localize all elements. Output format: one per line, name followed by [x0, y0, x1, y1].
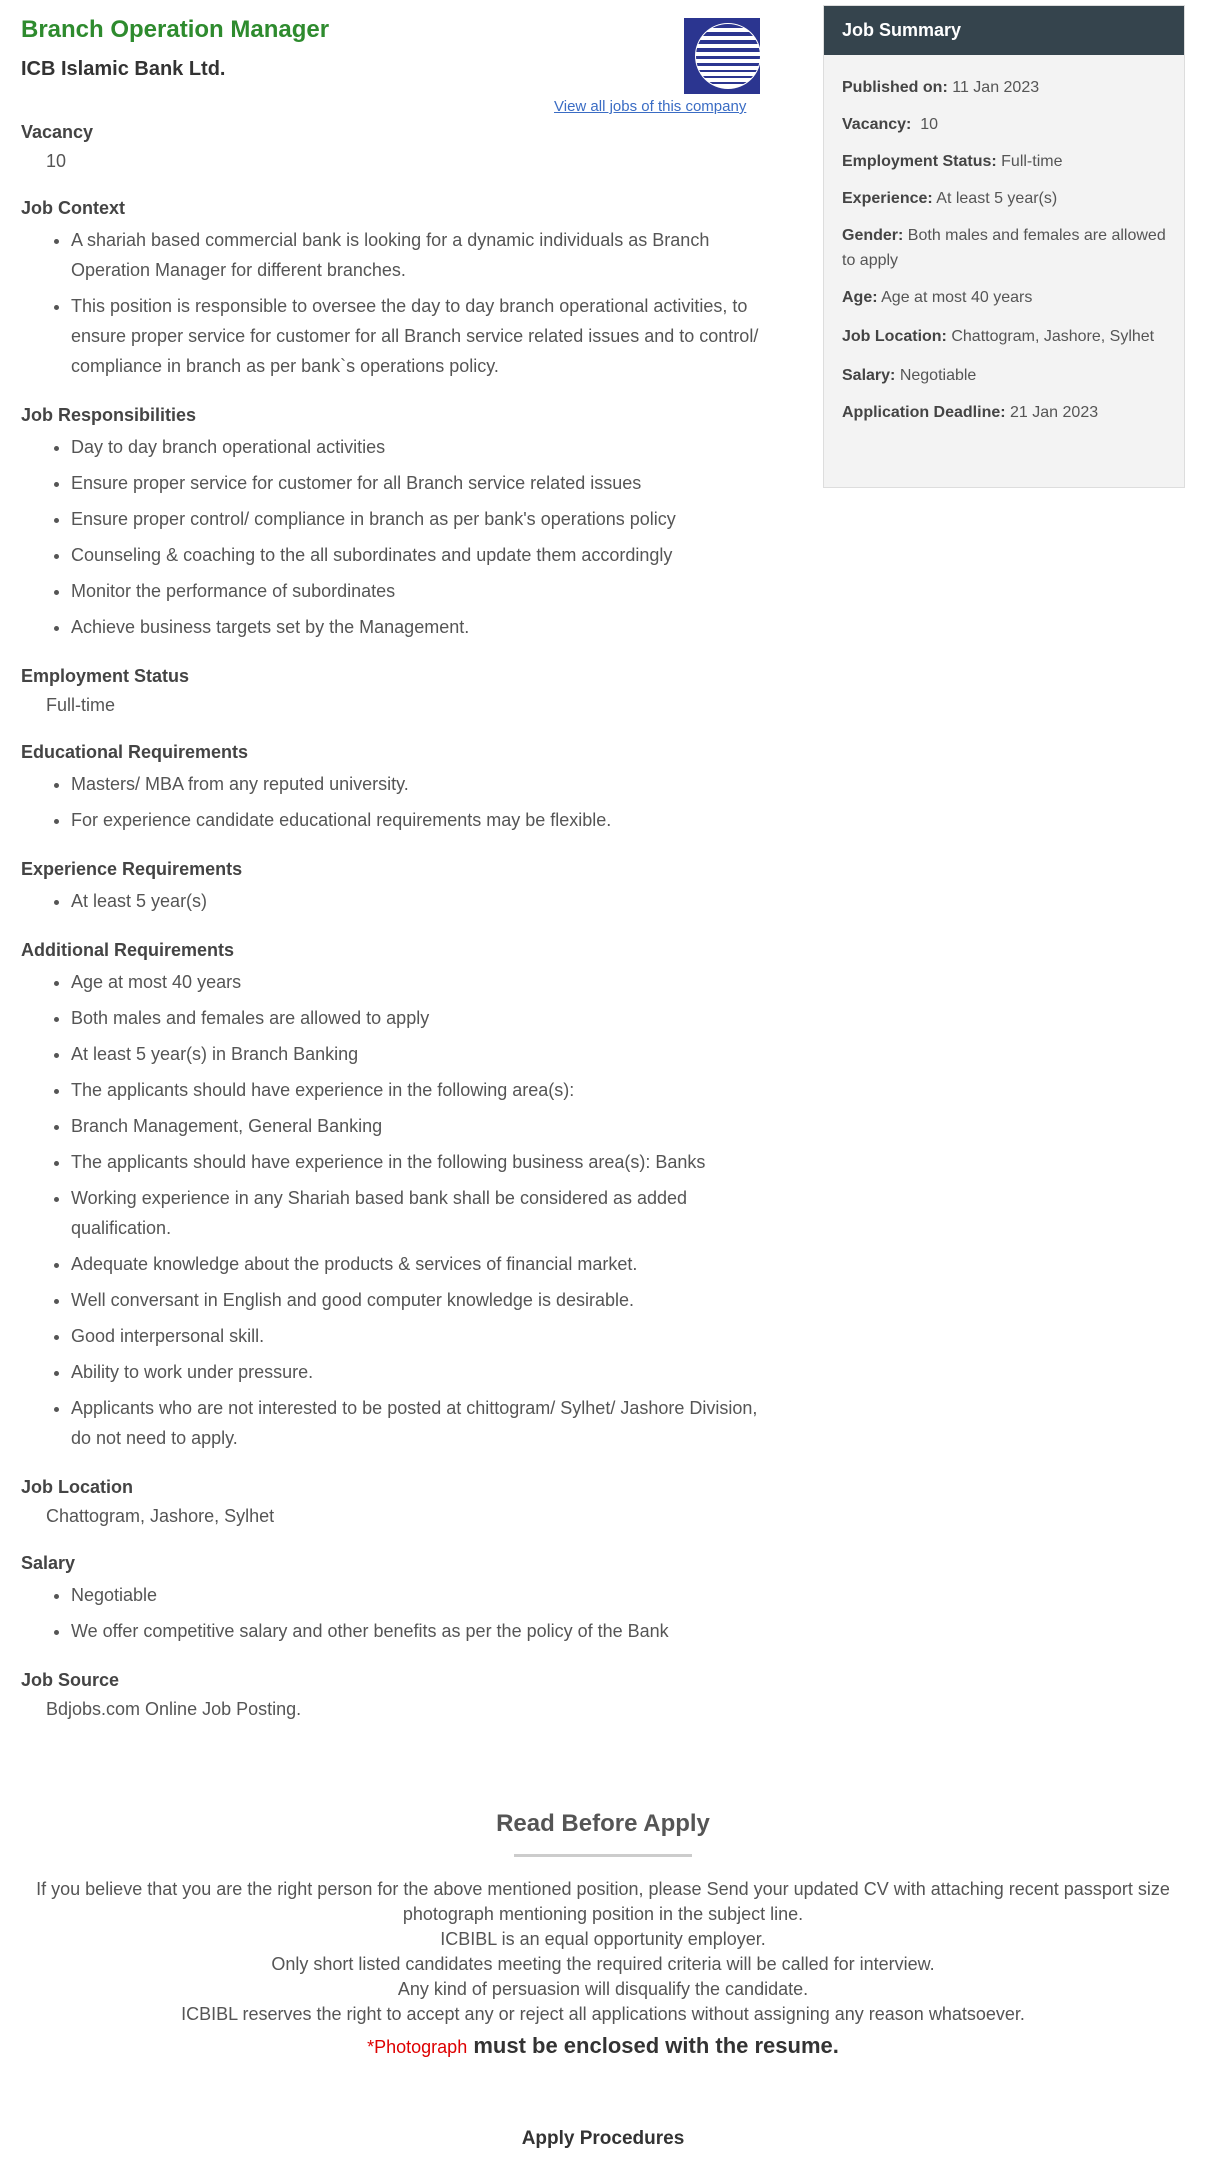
- list-item: • Monitor the performance of subordinates: [71, 576, 761, 606]
- list-item: • Both males and females are allowed to apply: [71, 1003, 761, 1033]
- job-context-section: [21, 198, 761, 381]
- list-item: • Counseling & coaching to the all subordinates and update them accordingly: [71, 540, 761, 570]
- list-item: • The applicants should have experience in the following business area(s): Banks: [71, 1147, 761, 1177]
- summary-age: Age: Age at most 40 years: [842, 289, 1033, 306]
- additional-requirements-section: [21, 940, 761, 1453]
- job-responsibilities-section: [21, 405, 761, 642]
- section-heading-salary: Salary: [21, 1553, 76, 1573]
- summary-location: Job Location: Chattogram, Jashore, Sylhet: [842, 328, 1155, 345]
- salary-section: [21, 1553, 761, 1646]
- summary-employment: Employment Status: Full-time: [842, 153, 1063, 170]
- section-heading-source: Job Source: [21, 1670, 120, 1690]
- list-item: • Ensure proper service for customer for all Branch service related issues: [71, 468, 761, 498]
- employment-value: Full-time: [46, 695, 116, 715]
- list-item: • Day to day branch operational activities: [71, 432, 761, 462]
- section-heading-education: Educational Requirements: [21, 742, 249, 762]
- instruction-line: If you believe that you are the right person for the above mentioned position, please Send your updated CV with attaching recent passport size photograph mentioning position in the subject line.: [36, 1879, 1170, 1924]
- list-item: • Adequate knowledge about the products & services of financial market.: [71, 1249, 761, 1279]
- read-before-apply-section: [0, 1810, 1206, 2059]
- summary-gender: Gender: Both males and females are allowed to apply: [842, 227, 1166, 269]
- heading-divider: [514, 1854, 692, 1857]
- list-item: • Negotiable: [71, 1580, 761, 1610]
- list-item: • Well conversant in English and good computer knowledge is desirable.: [71, 1285, 761, 1315]
- list-item: • Ensure proper control/ compliance in branch as per bank's operations policy: [71, 504, 761, 534]
- job-summary-panel: [823, 5, 1185, 488]
- section-heading-additional: Additional Requirements: [21, 940, 235, 960]
- section-heading-location: Job Location: [21, 1477, 133, 1497]
- list-item: • Good interpersonal skill.: [71, 1321, 761, 1351]
- job-details: [21, 122, 761, 1720]
- section-heading-employment: Employment Status: [21, 666, 190, 686]
- employment-status-section: [21, 666, 761, 716]
- list-item: • The applicants should have experience in the following area(s):: [71, 1075, 761, 1105]
- list-item: • A shariah based commercial bank is looking for a dynamic individuals as Branch Operation Manager for different branches.: [71, 225, 761, 285]
- summary-experience: Experience: At least 5 year(s): [842, 190, 1058, 207]
- instruction-line: ICBIBL reserves the right to accept any or reject all applications without assigning any reason whatsoever.: [181, 2004, 1025, 2024]
- summary-vacancy: Vacancy: 10: [842, 116, 939, 133]
- instruction-line: ICBIBL is an equal opportunity employer.: [440, 1929, 766, 1949]
- section-heading-context: Job Context: [21, 198, 126, 218]
- section-heading-experience: Experience Requirements: [21, 859, 243, 879]
- list-item: • Working experience in any Shariah based bank shall be considered as added qualification.: [71, 1183, 761, 1243]
- list-item: • At least 5 year(s): [71, 886, 761, 916]
- list-item: • This position is responsible to oversee the day to day branch operational activities, to ensure proper service for customer for all Branch service related issues and to control/ compliance in branch as per bank`s operations policy.: [71, 291, 761, 381]
- job-summary-heading: Job Summary: [824, 6, 1184, 55]
- bank-logo-icon: [684, 18, 760, 94]
- location-value: Chattogram, Jashore, Sylhet: [46, 1506, 275, 1526]
- photograph-note-text: must be enclosed with the resume.: [467, 2033, 839, 2058]
- list-item: • We offer competitive salary and other benefits as per the policy of the Bank: [71, 1616, 761, 1646]
- list-item: • For experience candidate educational requirements may be flexible.: [71, 805, 761, 835]
- summary-published: Published on: 11 Jan 2023: [842, 79, 1040, 96]
- list-item: • Achieve business targets set by the Management.: [71, 612, 761, 642]
- list-item: • Ability to work under pressure.: [71, 1357, 761, 1387]
- photograph-note-required: *Photograph: [367, 2037, 468, 2057]
- list-item: • Branch Management, General Banking: [71, 1111, 761, 1141]
- section-heading-responsibilities: Job Responsibilities: [21, 405, 197, 425]
- summary-salary: Salary: Negotiable: [842, 367, 977, 384]
- section-heading-vacancy: Vacancy: [21, 122, 94, 142]
- view-all-jobs-link[interactable]: View all jobs of this company: [554, 98, 747, 115]
- source-value: Bdjobs.com Online Job Posting.: [46, 1699, 302, 1719]
- vacancy-value: 10: [46, 151, 67, 171]
- list-item: • Applicants who are not interested to be posted at chittogram/ Sylhet/ Jashore Division, do not need to apply.: [71, 1393, 761, 1453]
- job-title: Branch Operation Manager: [21, 16, 330, 43]
- instruction-line: Any kind of persuasion will disqualify the candidate.: [397, 1979, 809, 1999]
- job-source-section: [21, 1670, 761, 1720]
- list-item: • At least 5 year(s) in Branch Banking: [71, 1039, 761, 1069]
- job-location-section: [21, 1477, 761, 1527]
- summary-deadline: Application Deadline: 21 Jan 2023: [842, 404, 1099, 421]
- educational-requirements-section: [21, 742, 761, 835]
- instruction-line: Only short listed candidates meeting the required criteria will be called for interview.: [271, 1954, 935, 1974]
- experience-requirements-section: [21, 859, 761, 916]
- apply-procedures-heading: Apply Procedures: [521, 2128, 685, 2149]
- list-item: • Age at most 40 years: [71, 967, 761, 997]
- vacancy-section: [21, 122, 761, 172]
- read-before-apply-heading: Read Before Apply: [496, 1810, 710, 1837]
- list-item: • Masters/ MBA from any reputed university.: [71, 769, 761, 799]
- photograph-note: [0, 2033, 1206, 2059]
- company-name: ICB Islamic Bank Ltd.: [21, 58, 226, 80]
